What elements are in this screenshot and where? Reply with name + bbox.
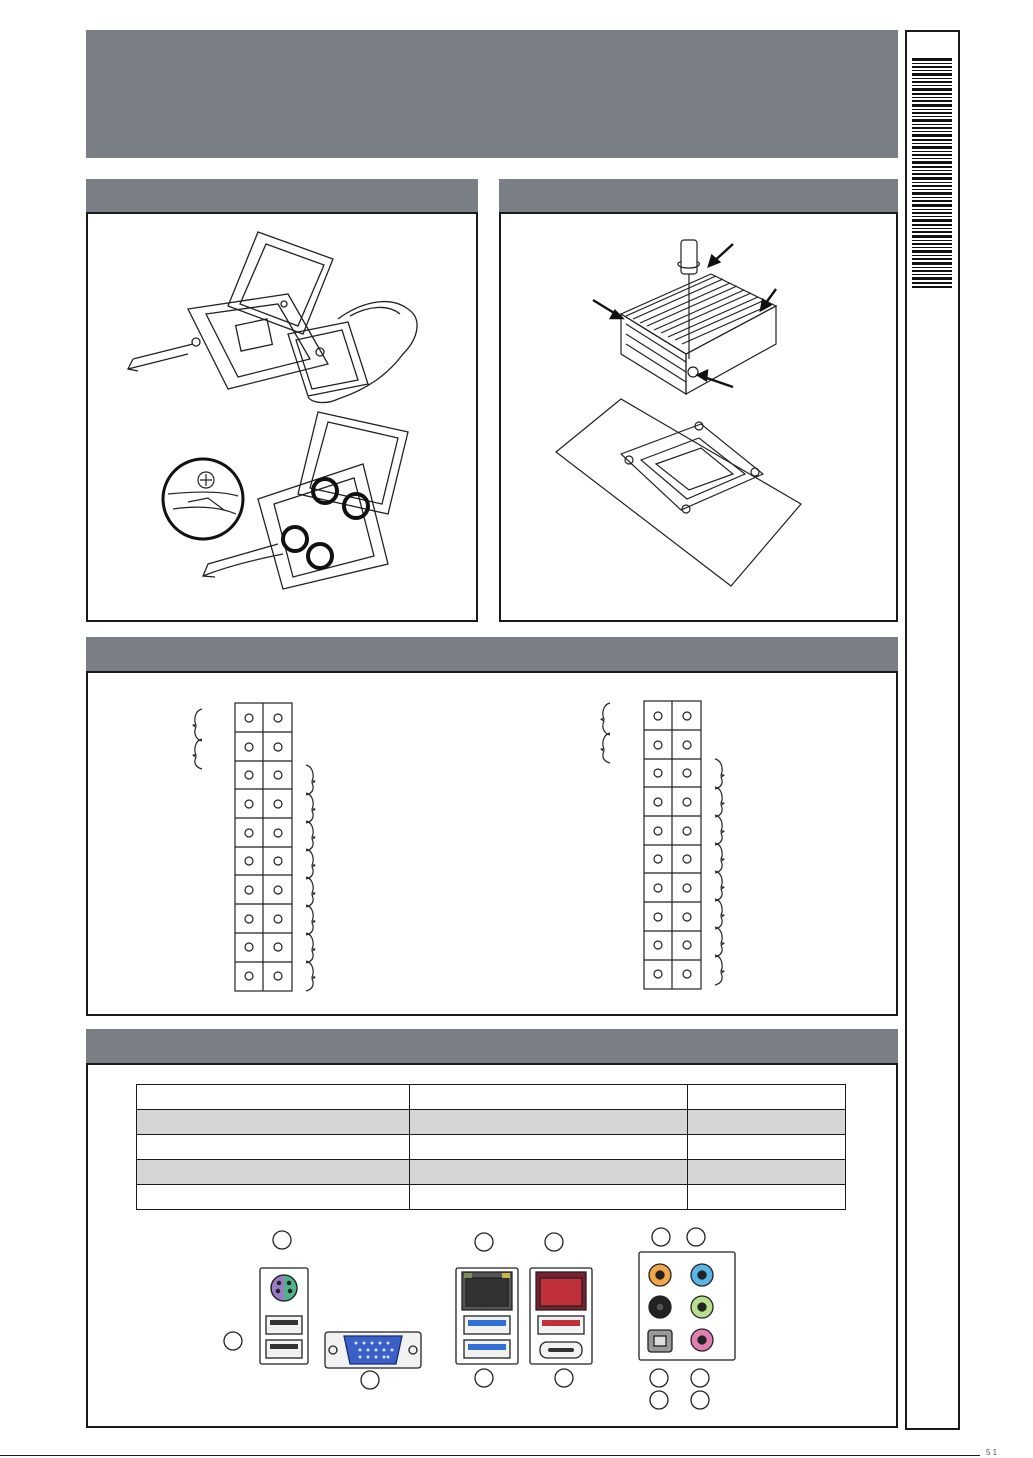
audio-jack-block	[639, 1252, 735, 1360]
cpu-install-illustration	[88, 214, 476, 620]
screwdriver-handle	[681, 240, 697, 274]
table-cell	[137, 1135, 410, 1160]
braces-left	[193, 709, 315, 991]
section-bar-cpu-install	[86, 179, 478, 213]
table-cell	[137, 1185, 410, 1210]
table-row	[137, 1085, 846, 1110]
barcode-graphic	[912, 58, 952, 288]
alignment-rings	[283, 479, 368, 568]
pin-header-right	[601, 701, 724, 989]
spec-table	[136, 1084, 846, 1210]
table-cell	[688, 1085, 846, 1110]
callout-arrows	[593, 244, 776, 387]
table-cell	[688, 1160, 846, 1185]
heatsink-fins	[626, 276, 772, 344]
table-cell	[688, 1110, 846, 1135]
ps2-usb-stack	[260, 1268, 308, 1364]
page-number: 5 1	[986, 1448, 998, 1457]
table-cell	[410, 1160, 688, 1185]
footer-rule	[0, 1455, 980, 1456]
header-band	[86, 30, 898, 158]
table-row	[137, 1135, 846, 1160]
panel-heatsink-install	[499, 212, 898, 622]
table-cell	[688, 1135, 846, 1160]
table-cell	[410, 1085, 688, 1110]
heatsink-install-illustration	[501, 214, 896, 620]
lan-red-stack	[530, 1268, 592, 1364]
vga-port	[325, 1332, 421, 1368]
table-cell	[410, 1110, 688, 1135]
table-row	[137, 1185, 846, 1210]
table-row	[137, 1160, 846, 1185]
section-bar-pin-headers	[86, 637, 898, 671]
table-cell	[137, 1110, 410, 1135]
magnifier-inset	[163, 459, 243, 539]
panel-cpu-install	[86, 212, 478, 622]
table-cell	[410, 1135, 688, 1160]
table-cell	[137, 1160, 410, 1185]
pin-header-diagrams	[88, 673, 896, 1014]
rear-io-diagram	[88, 1220, 896, 1426]
table-cell	[688, 1185, 846, 1210]
socket-frame-lower	[258, 464, 388, 589]
pin-header-left	[193, 703, 315, 991]
panel-pin-headers	[86, 671, 898, 1016]
lan-usb3-stack	[456, 1268, 518, 1364]
section-bar-heatsink-install	[499, 179, 898, 213]
table-row	[137, 1110, 846, 1135]
table-cell	[410, 1185, 688, 1210]
table-cell	[137, 1085, 410, 1110]
section-bar-rear-io	[86, 1029, 898, 1063]
